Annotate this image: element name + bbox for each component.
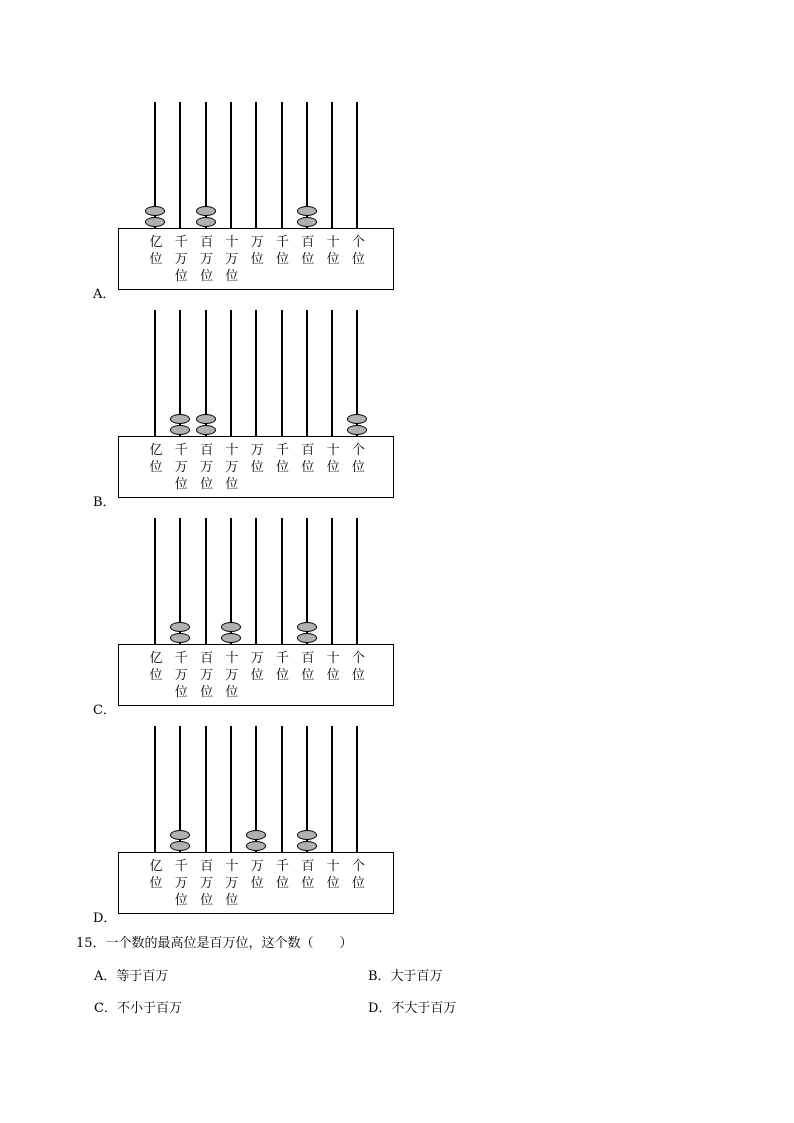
place-value-char: 位 (351, 252, 365, 267)
place-value-label (222, 442, 242, 493)
place-value-label (247, 650, 267, 684)
abacus-bead (347, 414, 367, 424)
abacus-bead (170, 830, 190, 840)
abacus-option-d (90, 726, 410, 926)
place-value-char: 位 (250, 460, 264, 475)
place-value-label (197, 650, 217, 701)
place-value-char: 位 (301, 668, 315, 683)
place-value-char: 千 (174, 859, 188, 874)
place-value-char: 位 (200, 685, 214, 700)
option-label[interactable]: A． (93, 287, 116, 302)
abacus-rod (205, 518, 207, 644)
place-value-label (197, 858, 217, 909)
place-value-char: 百 (301, 443, 315, 458)
abacus-rod (230, 310, 232, 436)
abacus-bead (145, 206, 165, 216)
abacus-rod (356, 518, 358, 644)
place-value-char: 位 (200, 269, 214, 284)
place-value-char: 万 (225, 252, 239, 267)
place-value-label (247, 442, 267, 476)
abacus-rod (356, 726, 358, 852)
place-value-label (247, 234, 267, 268)
choice-d[interactable]: D．不大于百万 (368, 1001, 457, 1016)
abacus-rod (205, 726, 207, 852)
option-label[interactable]: C． (93, 703, 116, 718)
choice-a[interactable]: A．等于百万 (94, 969, 169, 984)
place-value-label (171, 234, 191, 285)
place-value-char: 位 (250, 252, 264, 267)
place-value-char: 位 (250, 876, 264, 891)
abacus-rod (154, 518, 156, 644)
abacus-bead (297, 622, 317, 632)
place-value-char: 万 (250, 651, 264, 666)
place-value-label (273, 858, 293, 892)
abacus-bead (170, 622, 190, 632)
place-value-label (323, 234, 343, 268)
place-value-char: 位 (174, 269, 188, 284)
abacus-rod (230, 102, 232, 228)
abacus-bead (297, 830, 317, 840)
place-value-label (348, 858, 368, 892)
abacus-bead (246, 830, 266, 840)
place-value-char: 十 (326, 235, 340, 250)
place-value-label (171, 650, 191, 701)
place-value-char: 万 (174, 668, 188, 683)
place-value-char: 位 (149, 876, 163, 891)
place-value-char: 位 (200, 477, 214, 492)
place-value-char: 十 (225, 859, 239, 874)
place-value-label (222, 858, 242, 909)
place-value-label (298, 858, 318, 892)
abacus-bead (297, 841, 317, 851)
place-value-char: 十 (225, 651, 239, 666)
place-value-char: 位 (225, 893, 239, 908)
abacus-frame (118, 228, 394, 290)
place-value-char: 十 (225, 235, 239, 250)
place-value-char: 百 (200, 859, 214, 874)
place-value-char: 百 (301, 859, 315, 874)
place-value-label (171, 442, 191, 493)
place-value-label (222, 234, 242, 285)
place-value-char: 位 (326, 460, 340, 475)
place-value-char: 位 (351, 876, 365, 891)
place-value-char: 万 (250, 443, 264, 458)
abacus-rod (154, 310, 156, 436)
place-value-char: 百 (200, 235, 214, 250)
place-value-char: 千 (275, 235, 289, 250)
abacus-rod (331, 102, 333, 228)
abacus-bead (196, 217, 216, 227)
abacus-rod (331, 726, 333, 852)
place-value-label (222, 650, 242, 701)
place-value-label (273, 650, 293, 684)
choice-b[interactable]: B．大于百万 (368, 969, 443, 984)
abacus-rod (281, 518, 283, 644)
place-value-char: 个 (351, 443, 365, 458)
place-value-char: 千 (174, 651, 188, 666)
place-value-char: 位 (174, 477, 188, 492)
abacus-bead (170, 841, 190, 851)
abacus-rods (90, 518, 410, 644)
abacus-rod (230, 726, 232, 852)
place-value-char: 万 (225, 668, 239, 683)
abacus-rods (90, 102, 410, 228)
abacus-bead (170, 425, 190, 435)
place-value-label (171, 858, 191, 909)
place-value-char: 万 (250, 235, 264, 250)
abacus-frame (118, 644, 394, 706)
place-value-char: 亿 (149, 651, 163, 666)
place-value-char: 万 (200, 876, 214, 891)
place-value-char: 千 (275, 443, 289, 458)
place-value-char: 位 (225, 685, 239, 700)
place-value-label (348, 650, 368, 684)
place-value-label (247, 858, 267, 892)
place-value-char: 万 (174, 876, 188, 891)
place-value-char: 千 (174, 235, 188, 250)
place-value-char: 位 (351, 460, 365, 475)
place-value-char: 万 (200, 460, 214, 475)
place-value-char: 亿 (149, 235, 163, 250)
place-value-label (197, 234, 217, 285)
abacus-bead (297, 633, 317, 643)
place-value-char: 个 (351, 235, 365, 250)
place-value-label (323, 442, 343, 476)
place-value-label (348, 442, 368, 476)
abacus-rod (331, 518, 333, 644)
abacus-rod (281, 726, 283, 852)
place-value-label (298, 650, 318, 684)
place-value-char: 位 (149, 668, 163, 683)
choice-c[interactable]: C．不小于百万 (94, 1001, 182, 1016)
place-value-char: 位 (225, 269, 239, 284)
place-value-label (273, 234, 293, 268)
place-value-char: 位 (250, 668, 264, 683)
place-value-char: 位 (301, 252, 315, 267)
place-value-char: 位 (326, 252, 340, 267)
place-value-label (298, 442, 318, 476)
abacus-bead (170, 414, 190, 424)
place-value-char: 位 (275, 668, 289, 683)
place-value-char: 位 (225, 477, 239, 492)
abacus-bead (145, 217, 165, 227)
abacus-bead (221, 633, 241, 643)
abacus-rod (331, 310, 333, 436)
question-15: 15．一个数的最高位是百万位，这个数（ ） (76, 936, 353, 951)
place-value-char: 百 (301, 235, 315, 250)
place-value-char: 百 (200, 443, 214, 458)
place-value-char: 位 (275, 252, 289, 267)
place-value-char: 个 (351, 859, 365, 874)
abacus-rod (255, 518, 257, 644)
place-value-char: 百 (200, 651, 214, 666)
place-value-label (273, 442, 293, 476)
abacus-option-b (90, 310, 410, 510)
place-value-char: 千 (275, 859, 289, 874)
place-value-char: 万 (200, 252, 214, 267)
place-value-char: 位 (174, 893, 188, 908)
abacus-frame (118, 436, 394, 498)
place-value-char: 位 (149, 460, 163, 475)
abacus-bead (196, 414, 216, 424)
abacus-bead (297, 206, 317, 216)
abacus-rod (255, 310, 257, 436)
place-value-char: 亿 (149, 443, 163, 458)
abacus-option-a (90, 102, 410, 302)
place-value-char: 百 (301, 651, 315, 666)
place-value-char: 十 (326, 443, 340, 458)
abacus-rod (154, 726, 156, 852)
abacus-bead (196, 206, 216, 216)
place-value-char: 十 (326, 651, 340, 666)
abacus-rod (306, 310, 308, 436)
abacus-rod (179, 102, 181, 228)
place-value-char: 位 (174, 685, 188, 700)
place-value-char: 万 (200, 668, 214, 683)
place-value-label (146, 650, 166, 684)
place-value-char: 个 (351, 651, 365, 666)
abacus-bead (196, 425, 216, 435)
abacus-rod (281, 102, 283, 228)
place-value-label (298, 234, 318, 268)
place-value-char: 位 (326, 668, 340, 683)
place-value-char: 十 (326, 859, 340, 874)
place-value-char: 十 (225, 443, 239, 458)
place-value-char: 万 (225, 876, 239, 891)
abacus-rods (90, 726, 410, 852)
abacus-bead (297, 217, 317, 227)
abacus-bead (347, 425, 367, 435)
place-value-label (323, 650, 343, 684)
place-value-label (197, 442, 217, 493)
abacus-rod (255, 102, 257, 228)
place-value-char: 万 (174, 460, 188, 475)
place-value-char: 亿 (149, 859, 163, 874)
abacus-rod (356, 102, 358, 228)
abacus-bead (246, 841, 266, 851)
place-value-label (323, 858, 343, 892)
abacus-rods (90, 310, 410, 436)
abacus-option-c (90, 518, 410, 718)
place-value-char: 位 (351, 668, 365, 683)
abacus-bead (170, 633, 190, 643)
place-value-label (146, 234, 166, 268)
place-value-char: 万 (225, 460, 239, 475)
place-value-char: 位 (149, 252, 163, 267)
place-value-char: 位 (200, 893, 214, 908)
place-value-label (348, 234, 368, 268)
place-value-char: 位 (301, 876, 315, 891)
abacus-frame (118, 852, 394, 914)
option-label[interactable]: B． (93, 495, 116, 510)
abacus-rod (281, 310, 283, 436)
abacus-bead (221, 622, 241, 632)
place-value-char: 千 (174, 443, 188, 458)
place-value-char: 位 (326, 876, 340, 891)
place-value-char: 位 (275, 460, 289, 475)
place-value-char: 千 (275, 651, 289, 666)
place-value-char: 位 (275, 876, 289, 891)
place-value-label (146, 442, 166, 476)
place-value-label (146, 858, 166, 892)
place-value-char: 万 (174, 252, 188, 267)
place-value-char: 万 (250, 859, 264, 874)
place-value-char: 位 (301, 460, 315, 475)
option-label[interactable]: D． (93, 911, 117, 926)
